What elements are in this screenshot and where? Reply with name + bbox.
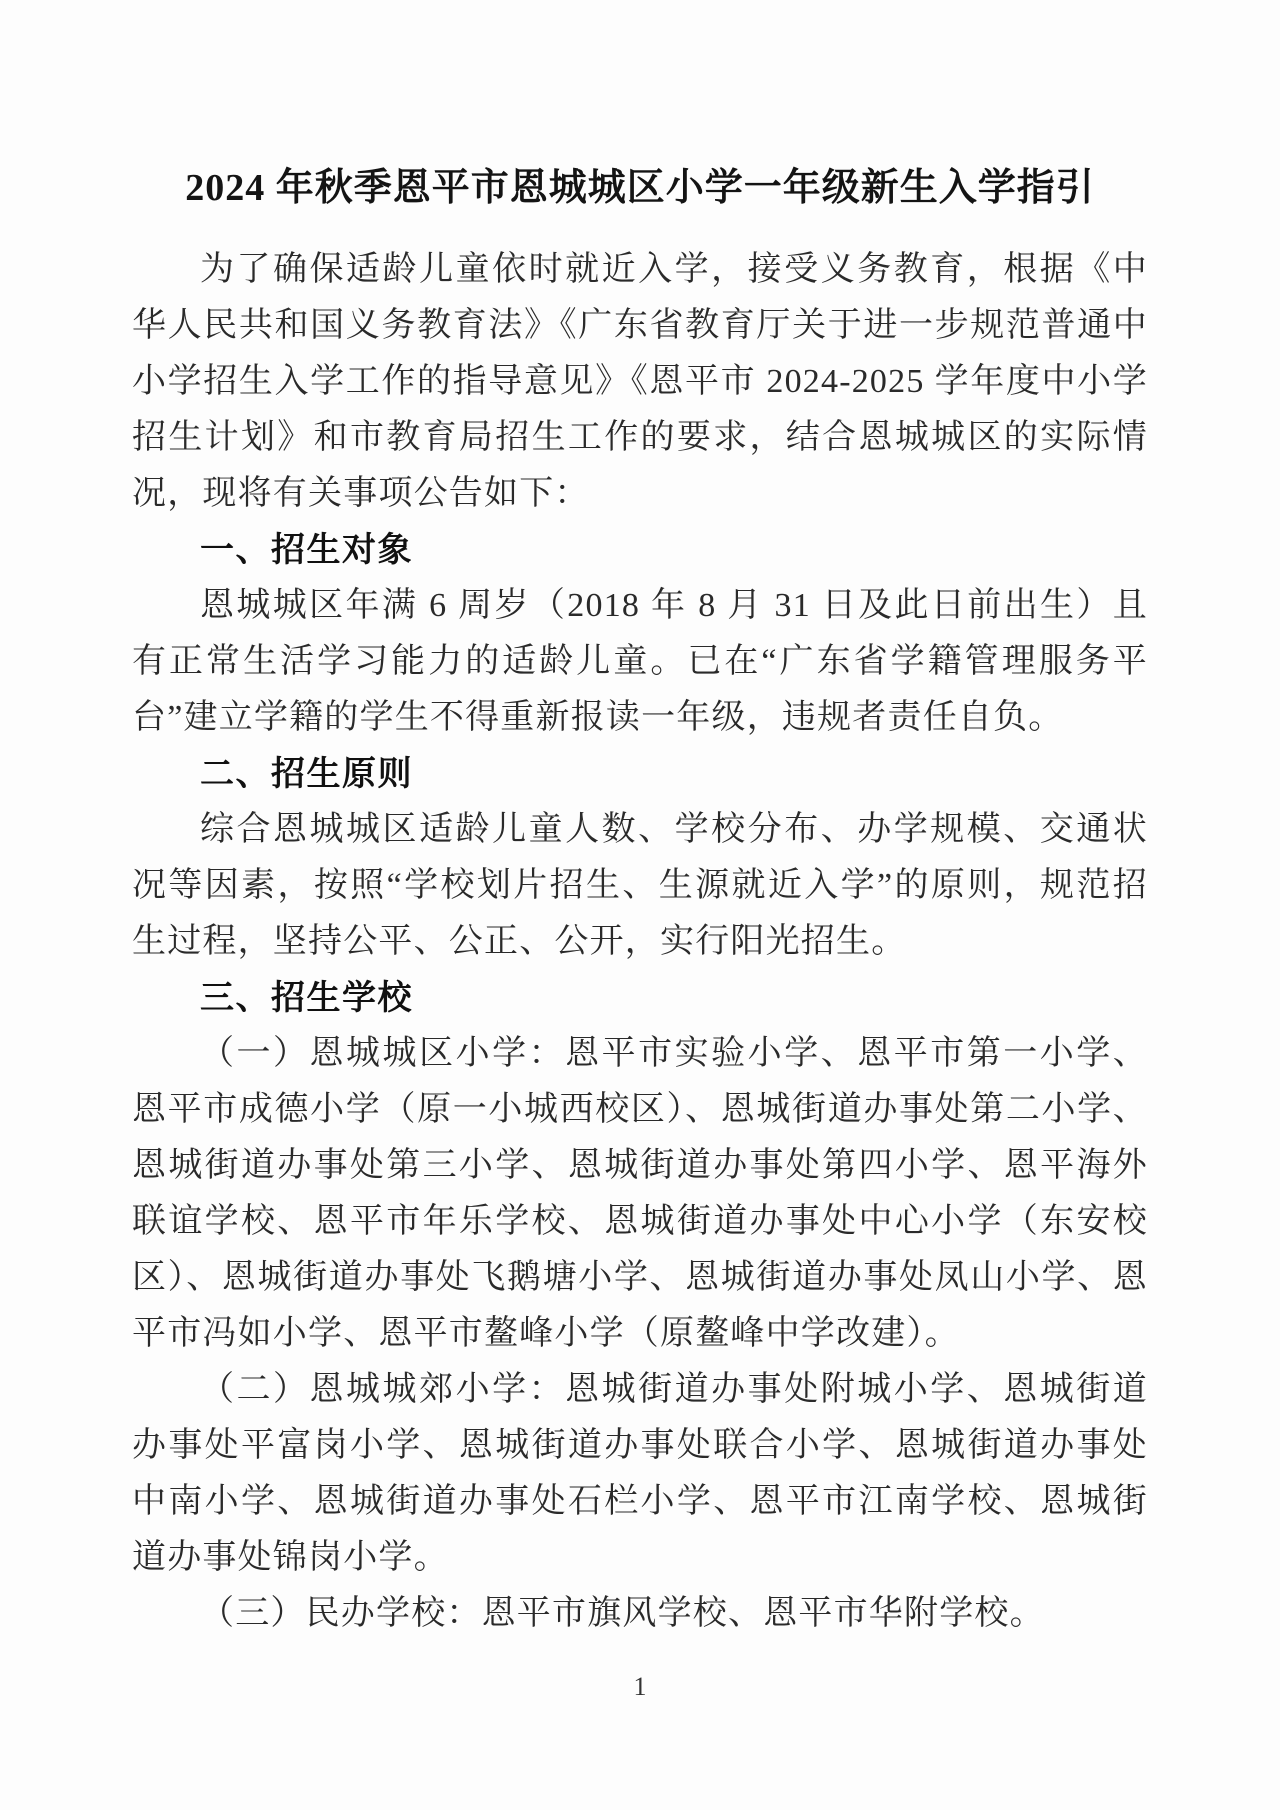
- school-list-urban-paragraph: （一）恩城城区小学：恩平市实验小学、恩平市第一小学、恩平市成德小学（原一小城西校区）、恩城街道办事处第二小学、恩城街道办事处第三小学、恩城街道办事处第四小学、恩平海外联谊学校、恩平市年乐学校、恩城街道办事处中心小学（东安校区）、恩城街道办事处飞鹅塘小学、恩城街道办事处凤山小学、恩平市冯如小学、恩平市鳌峰小学（原鳌峰中学改建）。: [132, 1035, 1148, 1352]
- intro-paragraph: 为了确保适龄儿童依时就近入学，接受义务教育，根据《中华人民共和国义务教育法》《广东省教育厅关于进一步规范普通中小学招生入学工作的指导意见》《恩平市 2024-2025 学年度中小学招生计划》和市教育局招生工作的要求，结合恩城城区的实际情况，现将有关事项公告如下：: [132, 251, 1148, 512]
- school-list-suburban-paragraph: （二）恩城城郊小学：恩城街道办事处附城小学、恩城街道办事处平富岗小学、恩城街道办事处联合小学、恩城街道办事处中南小学、恩城街道办事处石栏小学、恩平市江南学校、恩城街道办事处锦岗小学。: [132, 1371, 1148, 1576]
- document-body: [132, 242, 1148, 1642]
- enrollment-principles-paragraph: 综合恩城城区适龄儿童人数、学校分布、办学规模、交通状况等因素，按照“学校划片招生、生源就近入学”的原则，规范招生过程，坚持公平、公正、公开，实行阳光招生。: [132, 811, 1148, 960]
- page-number: 1: [633, 1672, 647, 1701]
- enrollment-targets-paragraph: 恩城城区年满 6 周岁（2018 年 8 月 31 日及此日前出生）且有正常生活学习能力的适龄儿童。已在“广东省学籍管理服务平台”建立学籍的学生不得重新报读一年级，违规者责任自负。: [132, 587, 1148, 736]
- school-list-private-paragraph: （三）民办学校：恩平市旗风学校、恩平市华附学校。: [200, 1595, 1045, 1632]
- section-heading-enrollment-principles: 二、招生原则: [200, 755, 413, 793]
- section-heading-enrollment-schools: 三、招生学校: [200, 979, 413, 1017]
- section-heading-enrollment-targets: 一、招生对象: [200, 531, 413, 569]
- page-title: 2024 年秋季恩平市恩城城区小学一年级新生入学指引: [185, 167, 1095, 209]
